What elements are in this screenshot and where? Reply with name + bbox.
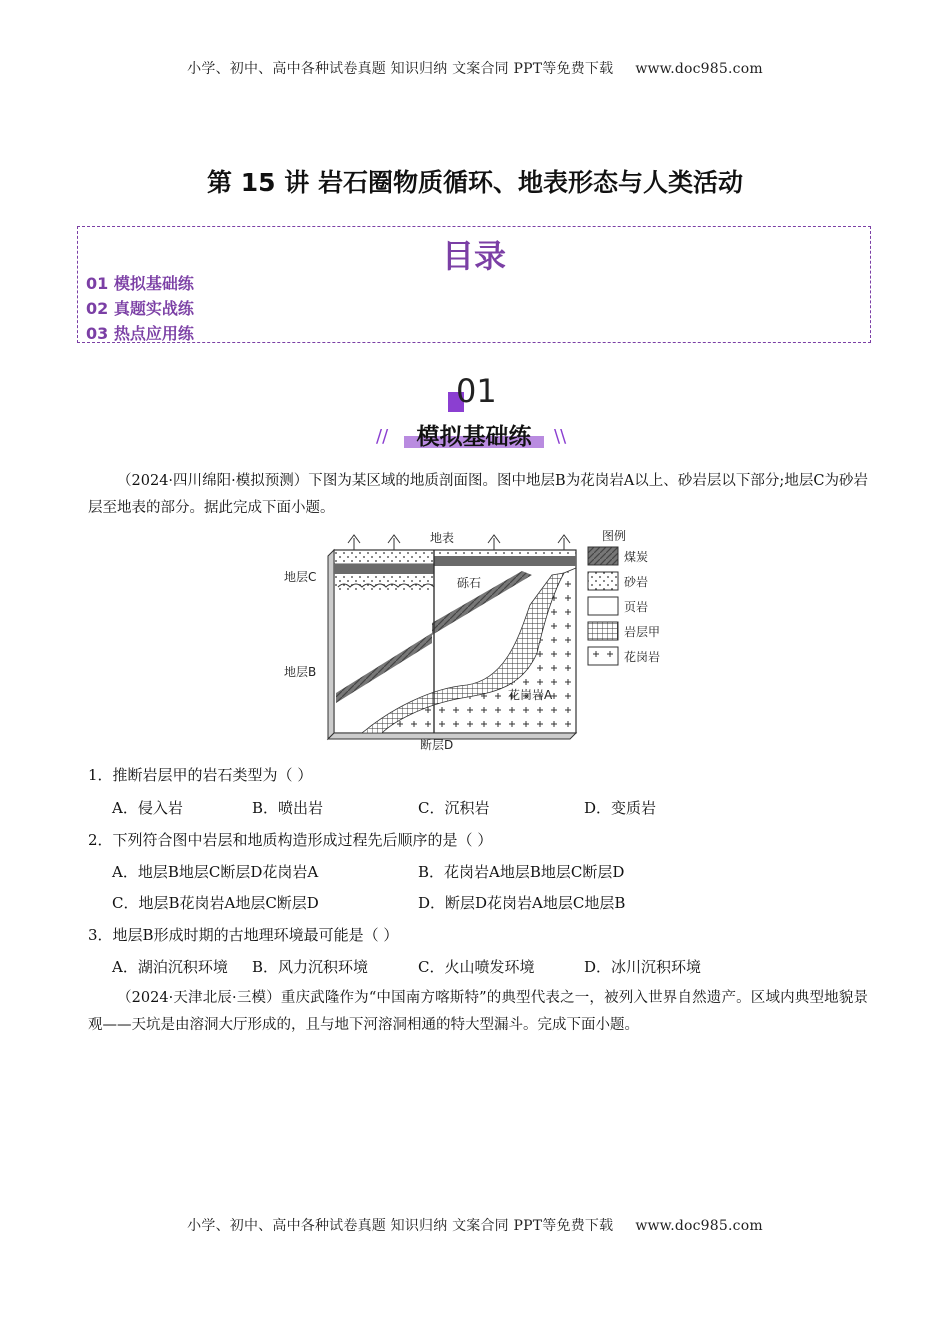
section-banner [376,414,572,454]
question-stem: 2．下列符合图中岩层和地质构造形成过程先后顺序的是（ ） [88,831,493,849]
footer-text: 小学、初中、高中各种试卷真题 知识归纳 文案合同 PPT等免费下载 [187,1218,614,1234]
answer-option[interactable]: A．侵入岩 [112,799,183,817]
answer-option[interactable]: B．花岗岩A地层B地层C断层D [418,863,625,881]
answer-option[interactable]: C．沉积岩 [418,799,490,817]
legend-swatch-rock-jia [588,622,618,640]
answer-option[interactable]: D．变质岩 [584,799,657,817]
intro-paragraph: （2024·四川绵阳·模拟预测）下图为某区域的地质剖面图。图中地层B为花岗岩A以上、砂岩层以下部分;地层C为砂岩层至地表的部分。据此完成下面小题。 [88,473,868,516]
answer-option[interactable]: A．湖泊沉积环境 [112,958,228,976]
answer-option[interactable]: C．火山喷发环境 [418,958,535,976]
section-number: 01 [456,372,497,410]
section-name: 模拟基础练 [416,424,532,450]
legend-label: 砂岩 [624,575,649,589]
label-layer-c: 地层C [284,570,317,584]
page-footer [0,1215,950,1235]
toc-item[interactable]: 02 真题实战练 [86,299,194,318]
legend-title: 图例 [602,529,627,543]
answer-option[interactable]: D．冰川沉积环境 [584,958,702,976]
section-number-badge [440,372,510,412]
label-surface: 地表 [430,531,455,545]
table-of-contents [77,226,871,343]
question-stem: 3．地层B形成时期的古地理环境最可能是（ ） [88,926,399,944]
toc-item[interactable]: 03 热点应用练 [86,324,194,343]
legend-label: 煤炭 [624,550,649,564]
geologic-section-diagram [282,523,682,753]
answer-option[interactable]: C．地层B花岗岩A地层C断层D [112,894,319,912]
legend-swatch-granite [588,647,618,665]
page-title: 第 15 讲 岩石圈物质循环、地表形态与人类活动 [207,168,743,197]
answer-option[interactable]: B．喷出岩 [252,799,324,817]
header-url[interactable]: www.doc985.com [635,61,763,77]
page-header [0,58,950,78]
toc-item[interactable]: 01 模拟基础练 [86,274,194,293]
legend-label: 岩层甲 [624,625,661,639]
legend-swatch-sandstone [588,572,618,590]
legend-label: 页岩 [624,600,649,614]
intro-paragraph: （2024·天津北辰·三模）重庆武隆作为“中国南方喀斯特”的典型代表之一，被列入世界自然遗产。区域内典型地貌景观——天坑是由溶洞大厅形成的，且与地下河溶洞相通的特大型漏斗。完成下面小题。 [88,990,868,1033]
answer-option[interactable]: A．地层B地层C断层D花岗岩A [112,863,319,881]
geologic-section-figure [282,523,682,753]
label-fault-d: 断层D [420,738,454,752]
answer-option[interactable]: B．风力沉积环境 [252,958,369,976]
legend-swatch-coal [588,547,618,565]
label-gravel: 砾石 [457,576,482,590]
legend-swatch-shale [588,597,618,615]
legend-label: 花岗岩 [624,650,661,664]
label-layer-b: 地层B [284,665,317,679]
toc-heading: 目录 [441,237,506,275]
label-granite-a: 花岗岩A [508,688,553,702]
slash-decoration: \\ [554,426,567,447]
footer-url[interactable]: www.doc985.com [635,1218,763,1234]
header-text: 小学、初中、高中各种试卷真题 知识归纳 文案合同 PPT等免费下载 [187,61,614,77]
slash-decoration: // [376,426,389,447]
question-stem: 1．推断岩层甲的岩石类型为（ ） [88,766,313,784]
answer-option[interactable]: D．断层D花岗岩A地层C地层B [418,894,626,912]
